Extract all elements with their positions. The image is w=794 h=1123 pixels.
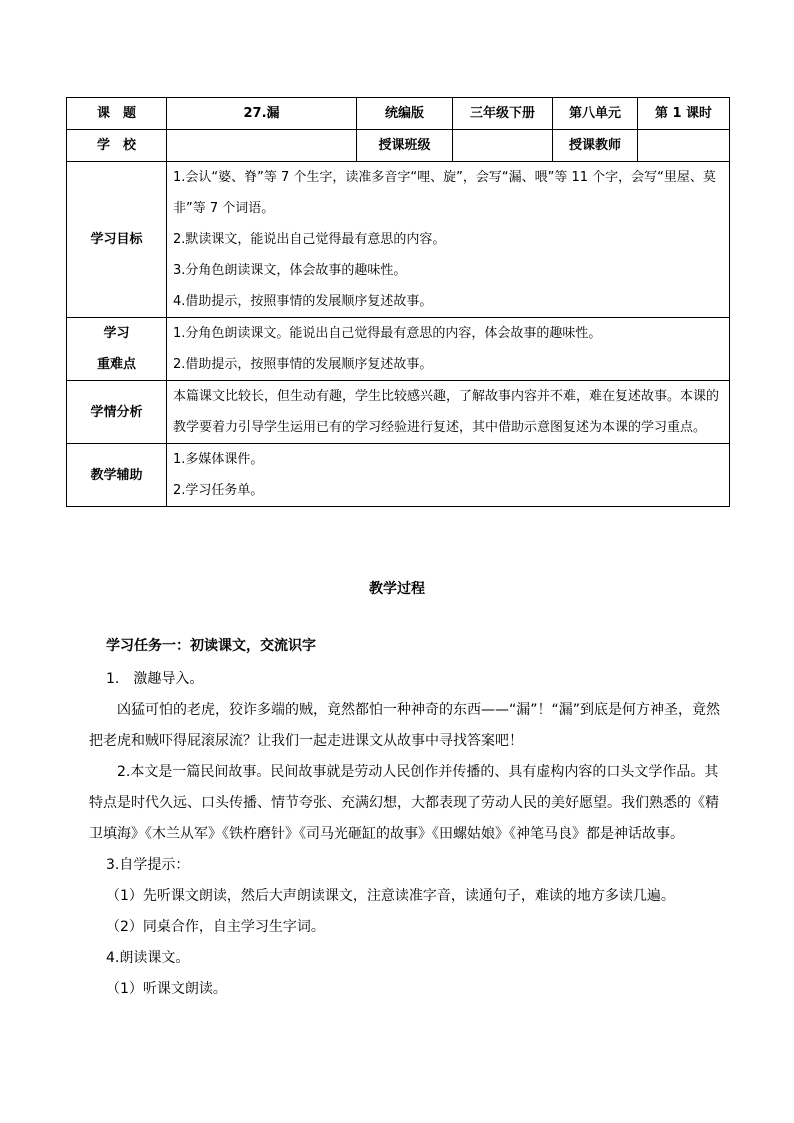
- key-points-row: [67, 318, 730, 381]
- teacher-label: 授课教师: [553, 130, 638, 162]
- grade-cell: 三年级下册: [453, 98, 553, 130]
- paragraph-listen: （1）听课文朗读。: [106, 981, 227, 997]
- analysis-text: 本篇课文比较长，但生动有趣，学生比较感兴趣，了解故事内容并不难，难在复述故事。本课的教学要着力引导学生运用已有的学习经验进行复述，其中借助示意图复述为本课的学习重点。: [173, 389, 720, 435]
- goals-content: [167, 162, 730, 318]
- goals-row: [67, 162, 730, 318]
- lesson-cell: 第 1 课时: [638, 98, 730, 130]
- header-row-1: [67, 98, 730, 130]
- teacher-value: [638, 130, 730, 162]
- school-value: [167, 130, 357, 162]
- paragraph-intro: 凶猛可怕的老虎，狡诈多端的贼，竟然都怕一种神奇的东西——“漏”！“漏”到底是何方神圣，竟然把老虎和贼吓得屁滚尿流？让我们一起走进课文从故事中寻找答案吧！: [89, 702, 721, 749]
- class-value: [453, 130, 553, 162]
- aids-label: 教学辅助: [67, 444, 167, 507]
- paragraph-read-aloud: 4.朗读课文。: [106, 950, 190, 966]
- paragraph-self-study: 3.自学提示：: [106, 857, 190, 873]
- task-1-heading: 学习任务一：初读课文，交流识字: [106, 638, 316, 654]
- key-points-label-line-1: 学习: [103, 326, 130, 341]
- aids-row: [67, 444, 730, 507]
- analysis-row: [67, 381, 730, 444]
- topic-value: 27.漏: [167, 98, 357, 130]
- key-points-label-line-2: 重难点: [96, 357, 136, 372]
- paragraph-tip-2: （2）同桌合作，自主学习生字词。: [106, 919, 325, 935]
- class-label: 授课班级: [357, 130, 453, 162]
- paragraph-intro-step: 1. 激趣导入。: [106, 671, 204, 687]
- goal-item: 2.默读课文，能说出自己觉得最有意思的内容。: [173, 232, 446, 247]
- lesson-plan-document: [66, 97, 729, 507]
- goal-item: 4.借助提示，按照事情的发展顺序复述故事。: [173, 294, 433, 309]
- analysis-content: [167, 381, 730, 444]
- header-row-2: [67, 130, 730, 162]
- key-point-item: 2.借助提示，按照事情的发展顺序复述故事。: [173, 357, 433, 372]
- key-point-item: 1.分角色朗读课文。能说出自己觉得最有意思的内容，体会故事的趣味性。: [173, 326, 602, 341]
- edition-cell: 统编版: [357, 98, 453, 130]
- topic-label: 课 题: [67, 98, 167, 130]
- process-title: 教学过程: [369, 581, 425, 597]
- lesson-info-table: [66, 97, 730, 507]
- aid-item: 2.学习任务单。: [173, 483, 264, 498]
- goals-label: 学习目标: [67, 162, 167, 318]
- paragraph-folk-tale: 2.本文是一篇民间故事。民间故事就是劳动人民创作并传播的、具有虚构内容的口头文学作品。其特点是时代久远、口头传播、情节夸张、充满幻想，大都表现了劳动人民的美好愿望。我们熟悉的《精卫填海》《木兰从军》《铁杵磨针》《司马光砸缸的故事》《田螺姑娘》《神笔马良》都是神话故事。: [89, 764, 719, 842]
- goal-item: 3.分角色朗读课文，体会故事的趣味性。: [173, 263, 407, 278]
- unit-cell: 第八单元: [553, 98, 638, 130]
- school-label: 学 校: [67, 130, 167, 162]
- analysis-label: 学情分析: [67, 381, 167, 444]
- aid-item: 1.多媒体课件。: [173, 452, 264, 467]
- aids-content: [167, 444, 730, 507]
- key-points-content: [167, 318, 730, 381]
- key-points-label: [67, 318, 167, 381]
- goal-item: 1.会认“婆、脊”等 7 个生字，读准多音字“哩、旋”，会写“漏、喂”等 11 个字，会写“里屋、莫非”等 7 个词语。: [173, 170, 716, 216]
- paragraph-tip-1: （1）先听课文朗读，然后大声朗读课文，注意读准字音，读通句子，难读的地方多读几遍。: [106, 888, 675, 904]
